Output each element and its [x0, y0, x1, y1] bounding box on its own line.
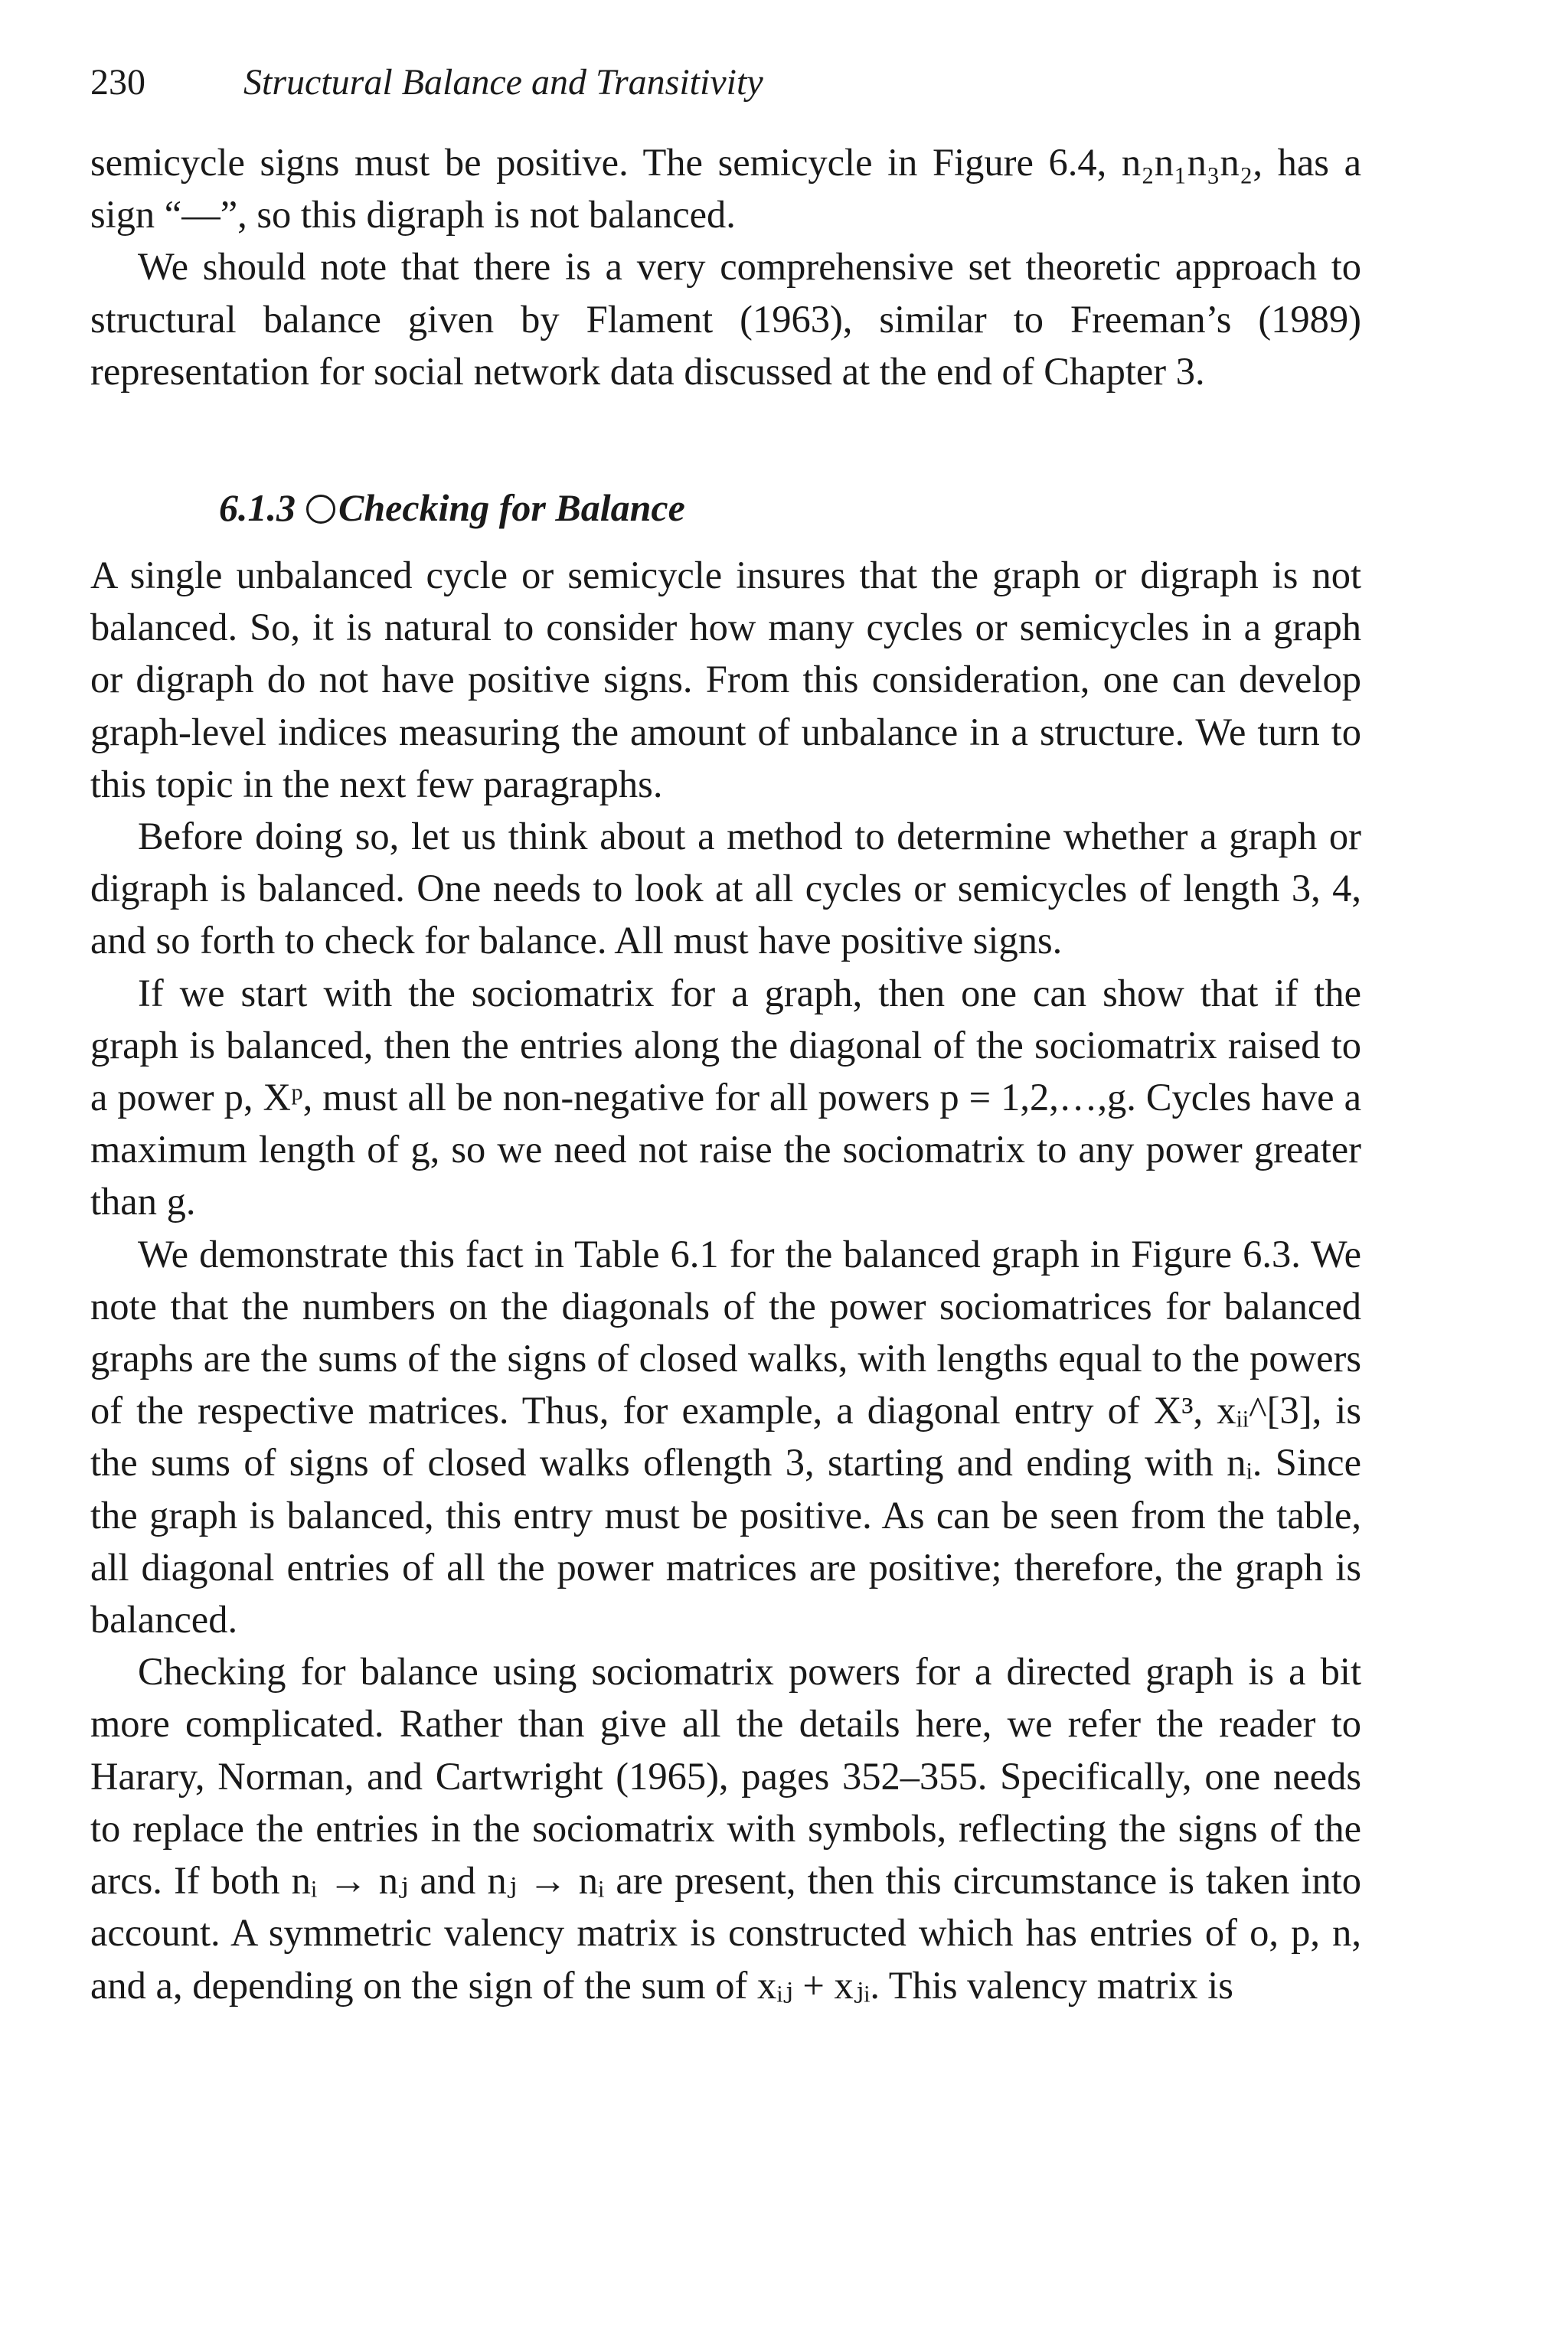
paragraph: Checking for balance using sociomatrix powers for a directed graph is a bit more complicated. Rather than give all the details here, we refer the reader to Harary, Norman, and Cartwright (1965), pages 352–355. Specifically, one needs to replace the entries in the sociomatrix with symbols, reflecting the signs of the arcs. If both nᵢ → nⱼ and nⱼ → nᵢ are present, then this circumstance is taken into account. A symmetric valency matrix is constructed which has entries of o, p, n, and a, depending on the sign of the sum of xᵢⱼ + xⱼᵢ. This valency matrix is: [90, 1650, 1361, 2007]
paragraph: A single unbalanced cycle or semicycle insures that the graph or digraph is not balanced. So, it is natural to consider how many cycles or semicycles in a graph or digraph do not have positive signs. From this consideration, one can develop graph-level indices measuring the amount of unbalance in a structure. We turn to this topic in the next few paragraphs.: [90, 554, 1361, 805]
circle-icon: [306, 495, 335, 524]
section-heading: [90, 482, 1361, 534]
paragraph: Before doing so, let us think about a method to determine whether a graph or digraph is balanced. One needs to look at all cycles or semicycles of length 3, 4, and so forth to check for balance. All must have positive signs.: [90, 815, 1361, 962]
paragraph: semicycle signs must be positive. The semicycle in Figure 6.4, n₂n₁n₃n₂, has a sign “—”, so this digraph is not balanced.: [90, 141, 1361, 237]
section-number: 6.1.3: [219, 486, 296, 530]
body-text: [90, 136, 1361, 2011]
paragraph: We demonstrate this fact in Table 6.1 for the balanced graph in Figure 6.3. We note that the numbers on the diagonals of the power sociomatrices for balanced graphs are the sums of the signs of closed walks, with lengths equal to the powers of the respective matrices. Thus, for example, a diagonal entry of X³, xᵢᵢ^[3], is the sums of signs of closed walks oflength 3, starting and ending with nᵢ. Since the graph is balanced, this entry must be positive. As can be seen from the table, all diagonal entries of all the power matrices are positive; therefore, the graph is balanced.: [90, 1232, 1361, 1642]
section-title: Checking for Balance: [338, 486, 685, 530]
running-head: [90, 60, 763, 106]
running-title: Structural Balance and Transitivity: [243, 62, 763, 103]
paragraph: We should note that there is a very comprehensive set theoretic approach to structural balance given by Flament (1963), similar to Freeman’s (1989) representation for social network data discussed at the end of Chapter 3.: [90, 245, 1361, 393]
page-number: 230: [90, 62, 145, 103]
paragraph: If we start with the sociomatrix for a graph, then one can show that if the graph is balanced, then the entries along the diagonal of the sociomatrix raised to a power p, Xᵖ, must all be non-negative for all powers p = 1,2,…,g. Cycles have a maximum length of g, so we need not raise the sociomatrix to any power greater than g.: [90, 971, 1361, 1224]
